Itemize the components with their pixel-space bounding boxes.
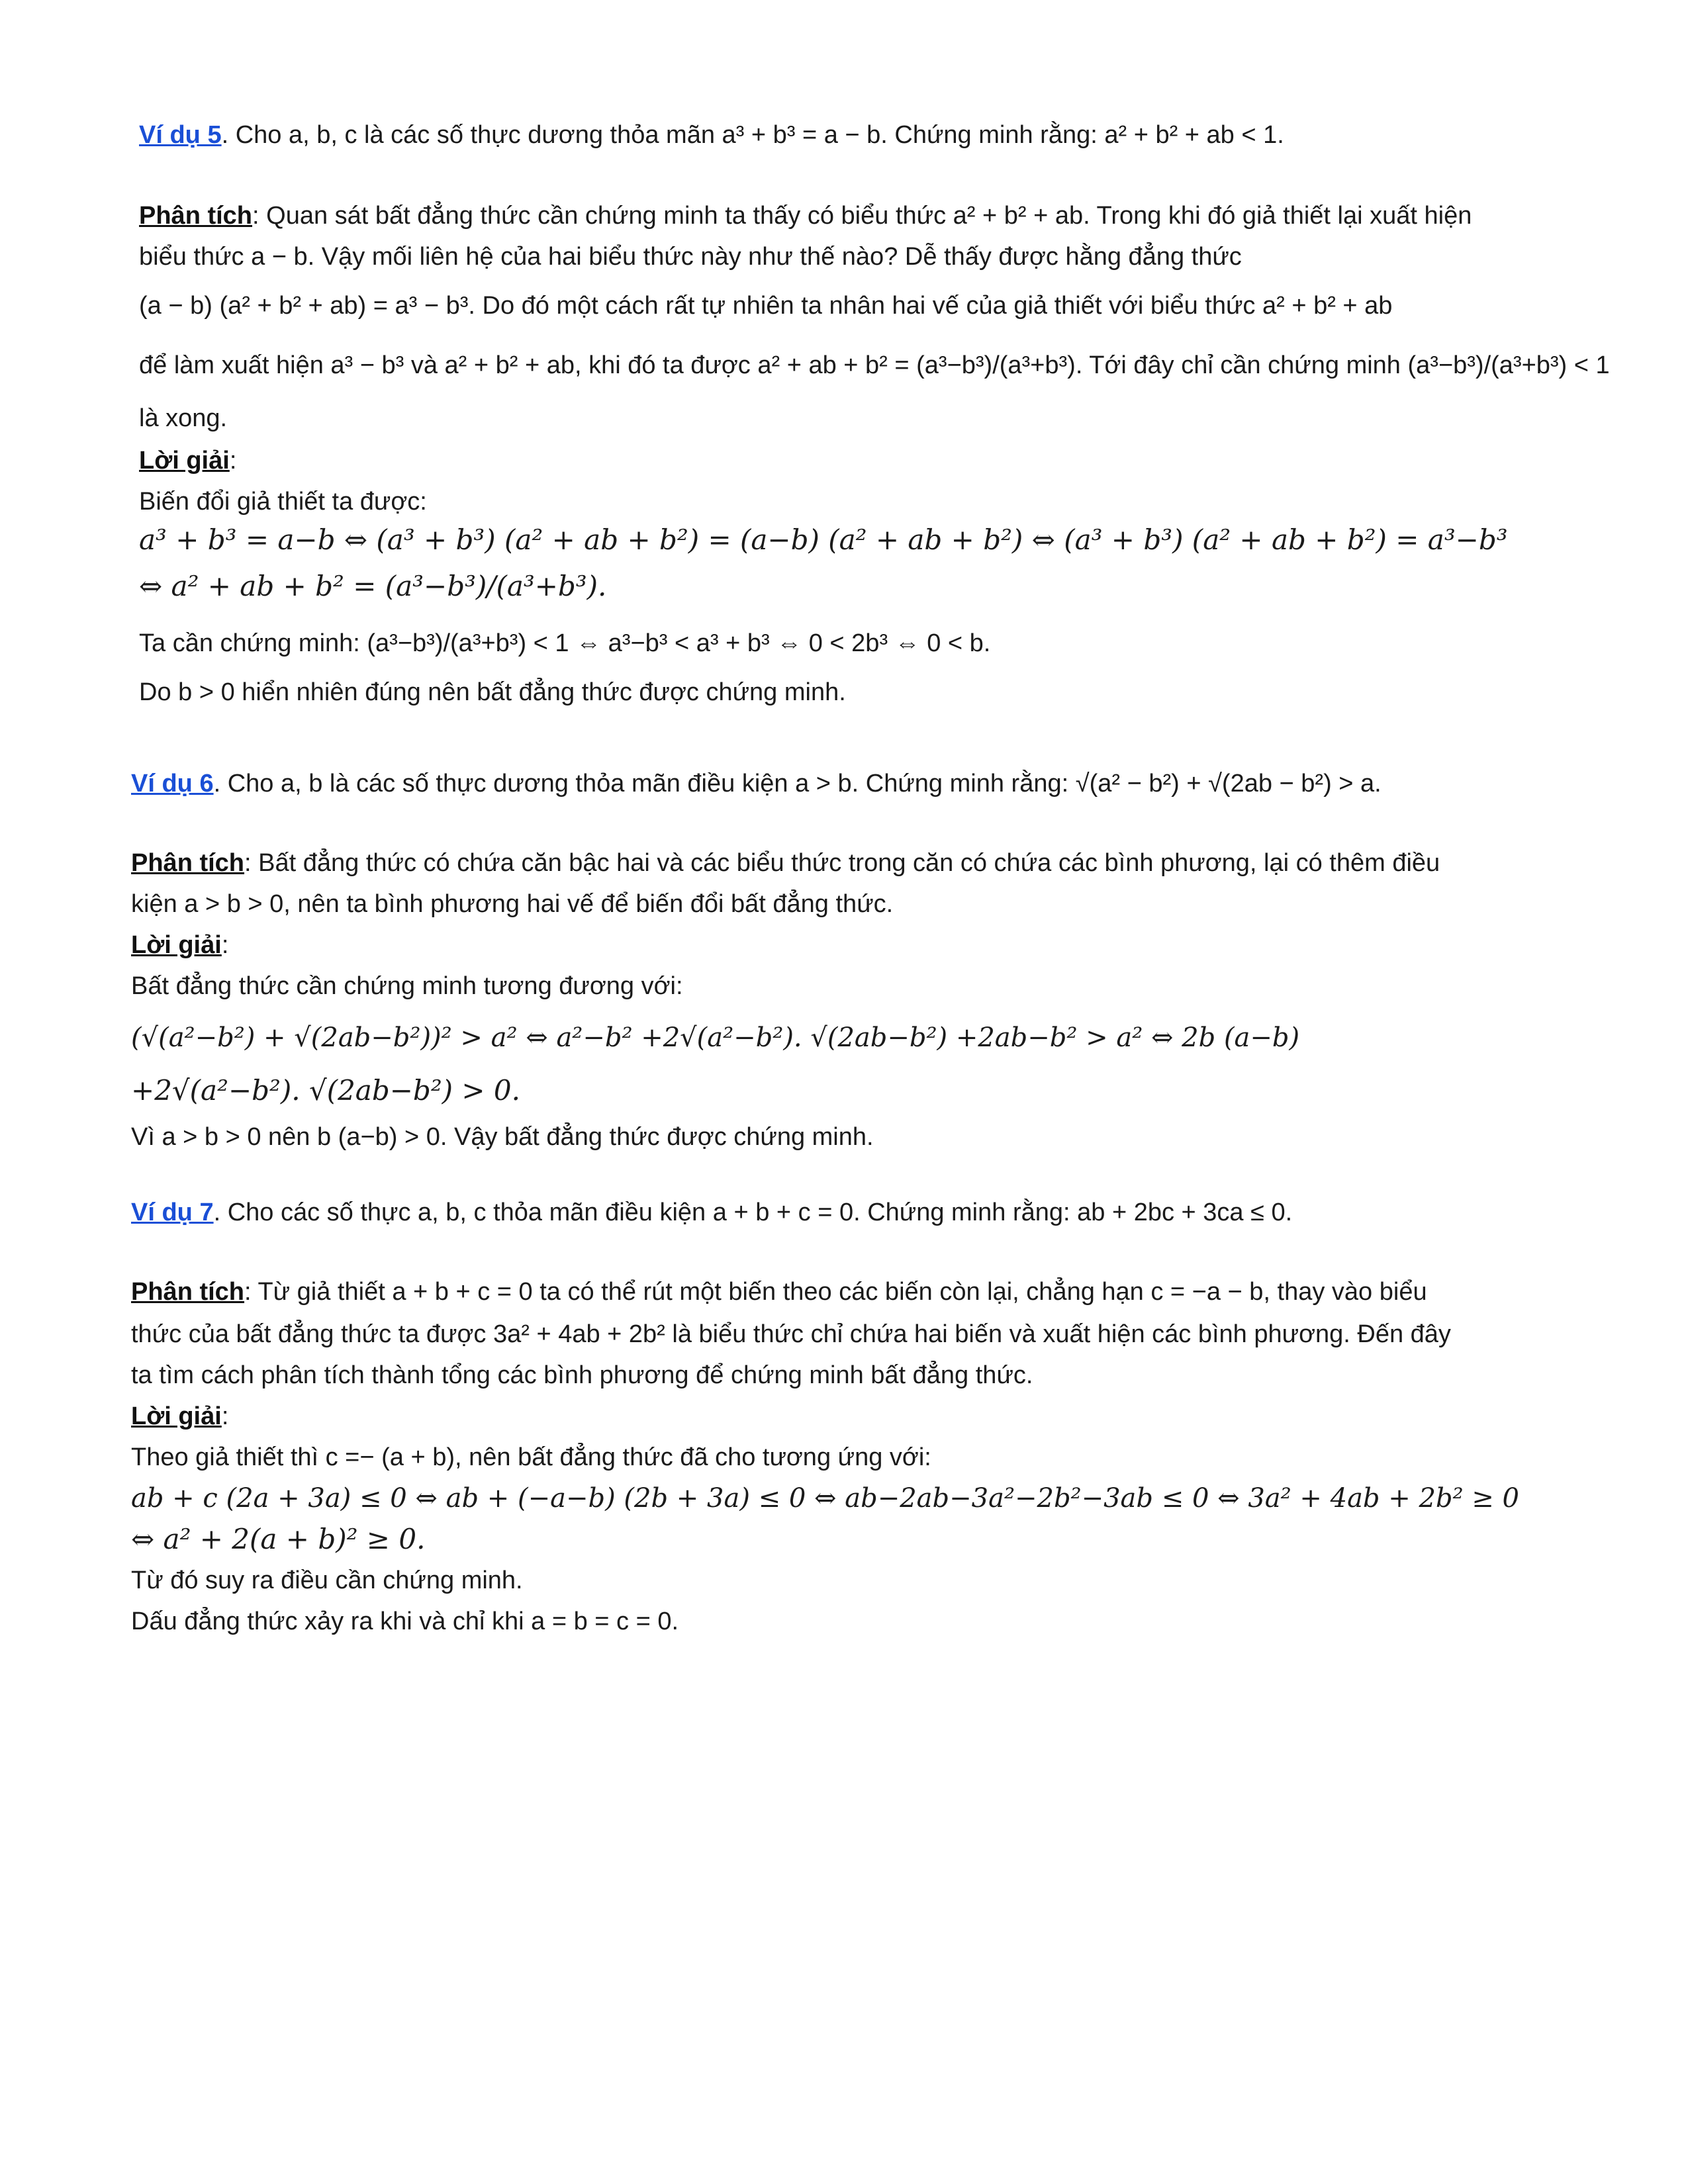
example-6-solution-label: Lời giải: <box>131 931 229 959</box>
example-7-solution-line-4: Từ đó suy ra điều cần chứng minh. <box>131 1567 523 1594</box>
example-7-solution-line-3: ⇔ a² + 2(a + b)² ≥ 0. <box>131 1523 426 1555</box>
example-5-solution-line-1: Biến đổi giả thiết ta được: <box>139 488 427 516</box>
example-7-analysis-line-3: ta tìm cách phân tích thành tổng các bình phương để chứng minh bất đẳng thức. <box>131 1361 1033 1389</box>
example-5-solution-line-5: Do b > 0 hiển nhiên đúng nên bất đẳng thức được chứng minh. <box>139 678 846 706</box>
example-5-solution-line-3: ⇔ a² + ab + b² = (a³−b³)/(a³+b³). <box>139 570 607 602</box>
example-7-solution-line-1: Theo giả thiết thì c =− (a + b), nên bất đẳng thức đã cho tương ứng với: <box>131 1443 931 1471</box>
example-5-analysis-line-2: biểu thức a − b. Vậy mối liên hệ của hai biểu thức này như thế nào? Dễ thấy được hằng đẳng thức <box>139 243 1242 271</box>
example-5-solution-line-4: Ta cần chứng minh: (a³−b³)/(a³+b³) < 1 ⇔ a³−b³ < a³ + b³ ⇔ 0 < 2b³ ⇔ 0 < b. <box>139 629 991 657</box>
example-6-solution-line-1: Bất đẳng thức cần chứng minh tương đương với: <box>131 972 683 1000</box>
example-5-analysis-label: Phân tích <box>139 202 253 230</box>
example-5-link[interactable]: Ví dụ 5 <box>139 121 222 149</box>
example-5-solution-line-2: a³ + b³ = a−b ⇔ (a³ + b³) (a² + ab + b²) = (a−b) (a² + ab + b²) ⇔ (a³ + b³) (a² + ab + b²) = a³−b³ <box>139 523 1508 556</box>
example-5-analysis-line-4: để làm xuất hiện a³ − b³ và a² + b² + ab, khi đó ta được a² + ab + b² = (a³−b³)/(a³+b³). Tới đây chỉ cần chứng minh (a³−b³)/(a³+b³) < 1 <box>139 351 1610 379</box>
example-7-analysis-line-2: thức của bất đẳng thức ta được 3a² + 4ab + 2b² là biểu thức chỉ chứa hai biến và xuất hiện các bình phương. Đến đây <box>131 1320 1451 1348</box>
example-5-solution-label: Lời giải: <box>139 447 237 475</box>
example-6-solution-line-2: (√(a²−b²) + √(2ab−b²))² > a² ⇔ a²−b² +2√(a²−b²). √(2ab−b²) +2ab−b² > a² ⇔ 2b (a−b) <box>131 1023 1300 1053</box>
example-5-analysis-line-3: (a − b) (a² + b² + ab) = a³ − b³. Do đó một cách rất tự nhiên ta nhân hai vế của giả thiết với biểu thức a² + b² + ab <box>139 292 1393 320</box>
example-5-analysis-line-1: Phân tích: Quan sát bất đẳng thức cần chứng minh ta thấy có biểu thức a² + b² + ab. Trong khi đó giả thiết lại xuất hiện <box>139 202 1472 230</box>
example-7-solution-line-5: Dấu đẳng thức xảy ra khi và chỉ khi a = b = c = 0. <box>131 1608 679 1635</box>
example-6-statement: . Cho a, b là các số thực dương thỏa mãn điều kiện a > b. Chứng minh rằng: √(a² − b²) + √(2ab − b²) > a. <box>213 770 1382 797</box>
example-6-analysis-line-1: Phân tích: Bất đẳng thức có chứa căn bậc hai và các biểu thức trong căn có chứa các bình phương, lại có thêm điều <box>131 849 1440 877</box>
example-6-title <box>131 766 1542 801</box>
example-7-title <box>131 1195 1542 1230</box>
example-5-statement: . Cho a, b, c là các số thực dương thỏa mãn a³ + b³ = a − b. Chứng minh rằng: a² + b² + ab < 1. <box>221 121 1284 149</box>
example-7-statement: . Cho các số thực a, b, c thỏa mãn điều kiện a + b + c = 0. Chứng minh rằng: ab + 2bc + 3ca ≤ 0. <box>213 1199 1293 1226</box>
example-5-title <box>139 118 1542 152</box>
example-6-analysis-line-2: kiện a > b > 0, nên ta bình phương hai vế để biến đổi bất đẳng thức. <box>131 890 894 918</box>
example-7-analysis-label: Phân tích <box>131 1278 245 1306</box>
example-5-analysis-line-5: là xong. <box>139 404 228 432</box>
example-6-analysis-label: Phân tích <box>131 849 245 877</box>
example-7-solution-label: Lời giải: <box>131 1402 229 1430</box>
example-6-solution-line-3: +2√(a²−b²). √(2ab−b²) > 0. <box>131 1074 520 1107</box>
example-6-link[interactable]: Ví dụ 6 <box>131 770 214 797</box>
example-7-link[interactable]: Ví dụ 7 <box>131 1199 214 1226</box>
example-7-solution-line-2: ab + c (2a + 3a) ≤ 0 ⇔ ab + (−a−b) (2b + 3a) ≤ 0 ⇔ ab−2ab−3a²−2b²−3ab ≤ 0 ⇔ 3a² + 4ab + 2b² ≥ 0 <box>131 1483 1519 1514</box>
example-7-analysis-line-1: Phân tích: Từ giả thiết a + b + c = 0 ta có thể rút một biến theo các biến còn lại, chẳng hạn c = −a − b, thay vào biểu <box>131 1278 1427 1306</box>
example-6-solution-line-4: Vì a > b > 0 nên b (a−b) > 0. Vậy bất đẳng thức được chứng minh. <box>131 1123 874 1151</box>
